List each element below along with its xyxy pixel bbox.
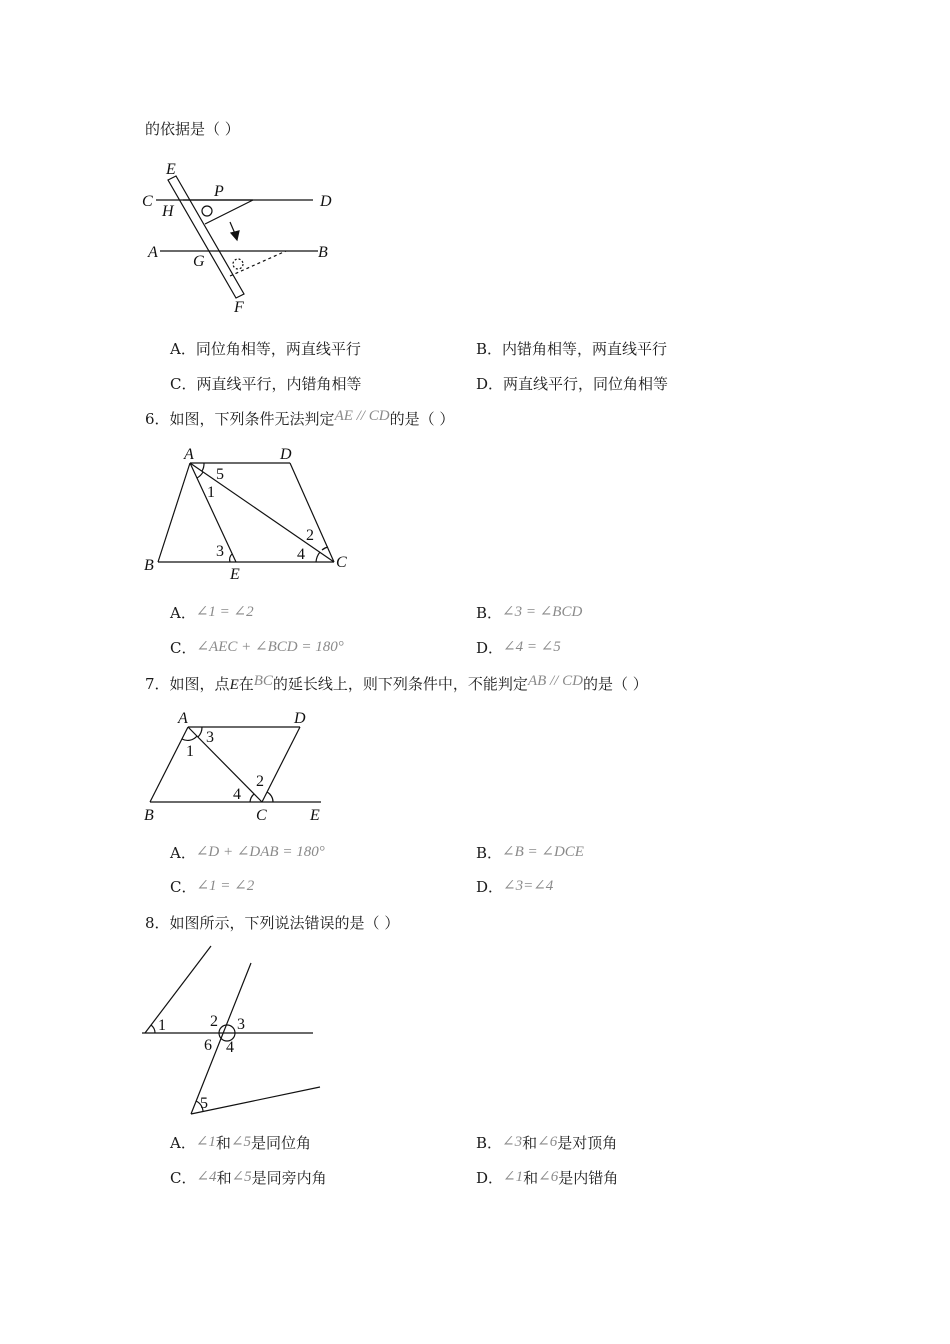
segment-ae	[190, 463, 236, 562]
angle-label-3: 3	[216, 543, 224, 560]
ruler-ef	[168, 176, 244, 298]
label-a: A	[178, 710, 188, 727]
label-a: A	[184, 446, 194, 463]
angle-label-4: 4	[226, 1039, 234, 1056]
label-c: C	[256, 807, 267, 824]
label-d: D	[280, 446, 292, 463]
q7-option-c[interactable]: C．∠1 = ∠2	[170, 878, 255, 896]
label-b: B	[318, 244, 328, 261]
q5-option-d[interactable]: D．两直线平行，同位角相等	[476, 375, 669, 393]
label-d: D	[294, 710, 306, 727]
label-e: E	[230, 566, 240, 583]
angle-label-1: 1	[207, 484, 215, 501]
q5-stem-tail: 的依据是（ ）	[145, 120, 240, 138]
q7-stem: 7．如图，点E在BC的延长线上，则下列条件中，不能判定AB // CD的是（ ）	[145, 673, 648, 693]
arrow-head	[231, 231, 239, 240]
line-left-slant	[145, 946, 211, 1033]
angle-label-2: 2	[306, 527, 314, 544]
side-dc	[262, 727, 300, 802]
label-g: G	[193, 253, 205, 270]
label-b: B	[144, 557, 154, 574]
set-square-dashed	[230, 251, 286, 276]
side-ab	[150, 727, 188, 802]
angle-arc-2	[267, 792, 273, 802]
q5-option-c[interactable]: C．两直线平行，内错角相等	[170, 375, 362, 393]
label-h: H	[162, 203, 174, 220]
angle-arc-2	[322, 547, 328, 550]
angle-label-4: 4	[297, 546, 305, 563]
q7-option-d[interactable]: D．∠3=∠4	[476, 878, 554, 896]
q6-stem: 6．如图，下列条件无法判定AE // CD的是（ ）	[145, 408, 455, 428]
label-p: P	[214, 183, 224, 200]
angle-label-4: 4	[233, 786, 241, 803]
q7-option-a[interactable]: A．∠D + ∠DAB = 180°	[170, 844, 325, 862]
angle-arc-4	[316, 552, 320, 562]
q8-figure	[140, 940, 330, 1120]
diagonal-ac	[188, 727, 262, 802]
angle-label-6: 6	[204, 1037, 212, 1054]
angle-label-1: 1	[158, 1017, 166, 1034]
angle-arc-1	[197, 472, 203, 478]
angle-arc-3	[230, 554, 232, 562]
q8-option-b[interactable]: B．∠3和∠6是对顶角	[476, 1134, 618, 1152]
label-f: F	[234, 299, 244, 316]
label-e: E	[166, 161, 176, 178]
angle-arc-1	[151, 1025, 155, 1033]
angle-label-5: 5	[216, 466, 224, 483]
angle-label-1: 1	[186, 743, 194, 760]
q5-figure	[138, 158, 348, 316]
label-c: C	[142, 193, 153, 210]
angle-arc-5	[202, 463, 204, 471]
angle-arc-4	[250, 794, 254, 802]
label-b: B	[144, 807, 154, 824]
label-d: D	[320, 193, 332, 210]
q6-figure	[140, 443, 355, 583]
q7-option-b[interactable]: B．∠B = ∠DCE	[476, 844, 584, 862]
q7-figure	[140, 708, 340, 826]
set-square-hole-dashed	[233, 259, 243, 269]
q8-stem: 8．如图所示，下列说法错误的是（ ）	[145, 914, 400, 932]
q6-option-b[interactable]: B．∠3 = ∠BCD	[476, 604, 583, 622]
label-a: A	[148, 244, 158, 261]
q8-option-d[interactable]: D．∠1和∠6是内错角	[476, 1169, 619, 1187]
side-ab	[158, 463, 190, 562]
q8-option-c[interactable]: C．∠4和∠5是同旁内角	[170, 1169, 327, 1187]
q8-option-a[interactable]: A．∠1和∠5是同位角	[170, 1134, 312, 1152]
label-e: E	[310, 807, 320, 824]
q6-option-d[interactable]: D．∠4 = ∠5	[476, 639, 561, 657]
label-c: C	[336, 554, 347, 571]
q6-option-a[interactable]: A．∠1 = ∠2	[170, 604, 254, 622]
angle-label-2: 2	[210, 1013, 218, 1030]
line-bottom	[191, 1087, 320, 1114]
angle-label-5: 5	[200, 1095, 208, 1112]
q6-stem-math: AE // CD	[334, 408, 390, 424]
angle-label-2: 2	[256, 773, 264, 790]
set-square	[183, 200, 253, 224]
q5-option-b[interactable]: B．内错角相等，两直线平行	[476, 340, 668, 358]
q6-option-c[interactable]: C．∠AEC + ∠BCD = 180°	[170, 639, 344, 657]
q5-option-a[interactable]: A．同位角相等，两直线平行	[170, 340, 361, 358]
angle-arc-3	[198, 727, 202, 737]
angle-label-3: 3	[206, 729, 214, 746]
set-square-hole	[202, 206, 212, 216]
angle-arc-1	[182, 736, 197, 740]
angle-label-3: 3	[237, 1016, 245, 1033]
